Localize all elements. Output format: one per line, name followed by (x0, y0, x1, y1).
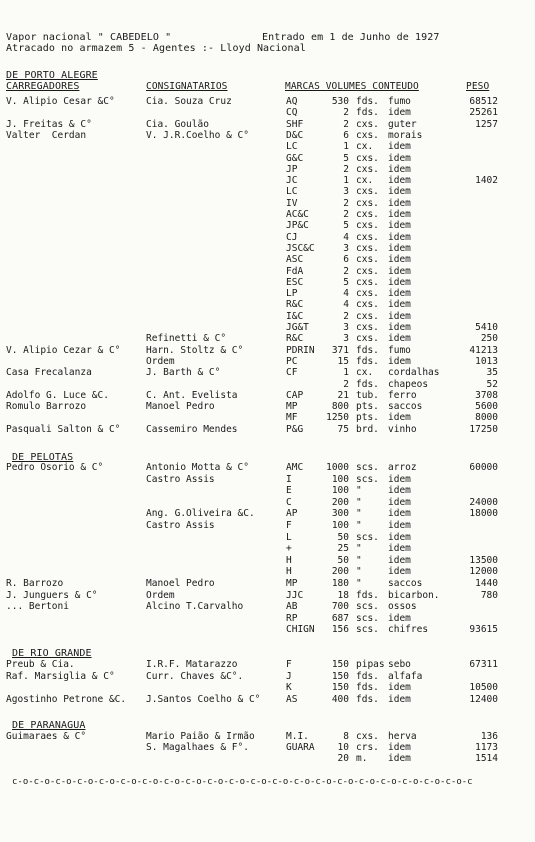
cell-qty: 100 (331, 485, 349, 497)
cell-unit: fds. (356, 355, 379, 367)
cell-qty: 4 (343, 299, 349, 311)
cell-qty: 1250 (326, 412, 349, 424)
cell-consignee: Cia. Souza Cruz (146, 96, 232, 107)
cell-shipper: R. Barrozo (6, 578, 64, 589)
cell-consignee: Mario Paião & Irmão (146, 731, 255, 742)
cell-qty: 150 (331, 670, 349, 682)
cell-item: saccos (388, 578, 423, 589)
cell-mark: H (286, 554, 292, 566)
cell-qty: 1 (343, 367, 349, 379)
cell-unit: cxs. (356, 322, 379, 333)
cell-qty: 156 (331, 624, 349, 636)
cell-mark: AC&C (286, 209, 309, 220)
cell-shipper: V. Alipio Cezar & C° (6, 344, 121, 356)
cell-unit: scs. (356, 462, 379, 473)
cell-item: idem (388, 163, 411, 175)
cell-mark: I&C (286, 310, 304, 322)
cell-consignee: Ordem (146, 589, 175, 601)
cell-mark: K (286, 682, 292, 694)
cell-consignee: C. Ant. Evelista (146, 389, 238, 401)
cell-unit: scs. (356, 473, 379, 485)
cell-consignee: I.R.F. Matarazzo (146, 659, 238, 670)
cell-shipper: Guimaraes & C° (6, 731, 87, 742)
cell-weight: 17250 (469, 423, 498, 435)
cell-mark: M.I. (286, 731, 309, 742)
cell-mark: L (286, 531, 292, 543)
cell-item: guter (388, 118, 417, 130)
cell-qty: 3 (343, 242, 349, 254)
cell-qty: 50 (337, 554, 349, 566)
cell-weight: 1013 (475, 355, 498, 367)
cell-weight: 13500 (469, 554, 498, 566)
cell-item: ossos (388, 601, 417, 613)
cell-mark: JC (286, 175, 298, 187)
cell-item: idem (388, 742, 411, 753)
cell-qty: 3 (343, 333, 349, 345)
cell-qty: 2 (343, 118, 349, 130)
cell-qty: 150 (331, 682, 349, 694)
cell-qty: 180 (331, 578, 349, 589)
cell-unit: cxs. (356, 254, 379, 266)
cell-shipper: Raf. Marsiglia & C° (6, 670, 115, 682)
cell-mark: CAP (286, 389, 304, 401)
cell-qty: 5 (343, 220, 349, 232)
cell-qty: 700 (331, 601, 349, 613)
cell-weight: 1257 (475, 118, 498, 130)
cell-unit: brd. (356, 423, 379, 435)
cell-weight: 41213 (469, 344, 498, 356)
cell-qty: 2 (343, 209, 349, 220)
cell-mark: + (286, 543, 292, 555)
cell-shipper: Valter Cerdan (6, 129, 87, 141)
cell-weight: 1440 (475, 578, 498, 589)
cell-item: chapeos (388, 378, 429, 390)
cell-qty: 200 (331, 566, 349, 578)
cell-qty: 50 (337, 531, 349, 543)
cell-weight: 18000 (469, 508, 498, 520)
cell-mark: CF (286, 367, 298, 379)
cell-item: arroz (388, 462, 417, 473)
cell-qty: 3 (343, 186, 349, 198)
cell-item: morais (388, 129, 423, 141)
cell-consignee: Manoel Pedro (146, 578, 215, 589)
cell-item: idem (388, 612, 411, 624)
cell-unit: cxs. (356, 129, 379, 141)
cell-item: idem (388, 333, 411, 345)
cell-unit: cxs. (356, 310, 379, 322)
cell-mark: CHIGN (286, 624, 315, 636)
cell-qty: 100 (331, 473, 349, 485)
cell-consignee: J. Barth & C° (146, 367, 221, 379)
cell-qty: 10 (337, 742, 349, 753)
cell-consignee: Ordem (146, 355, 175, 367)
header-line-1-left: Vapor nacional " CABEDELO " (6, 32, 172, 43)
cell-qty: 800 (331, 401, 349, 413)
section-title-pelotas: DE PELOTAS (12, 452, 74, 463)
cell-shipper: Preub & Cia. (6, 659, 75, 670)
cell-mark: PDRIN (286, 344, 315, 356)
cell-mark: G&C (286, 152, 304, 164)
cell-consignee: Cassemiro Mendes (146, 423, 238, 435)
cell-mark: ASC (286, 254, 304, 266)
cell-item: idem (388, 209, 411, 220)
cell-item: idem (388, 231, 411, 243)
cell-mark: P&G (286, 423, 304, 435)
cell-weight: 1514 (475, 753, 498, 764)
cell-shipper: Pasquali Salton & C° (6, 423, 121, 435)
column-header-consignees: CONSIGNATARIOS (146, 81, 228, 92)
cell-qty: 3 (343, 322, 349, 333)
header-line-1-right: Entrado em 1 de Junho de 1927 (262, 32, 440, 43)
cell-item: idem (388, 175, 411, 187)
cell-unit: cxs. (356, 197, 379, 209)
cell-weight: 25261 (469, 107, 498, 119)
cell-unit: tub. (356, 389, 379, 401)
cell-mark: AB (286, 601, 298, 613)
cell-mark: AS (286, 693, 298, 705)
cell-weight: 52 (486, 378, 498, 390)
cell-weight: 250 (480, 333, 498, 345)
cell-qty: 4 (343, 288, 349, 300)
cell-weight: 67311 (469, 659, 498, 670)
cell-item: fumo (388, 344, 411, 356)
cell-qty: 75 (337, 423, 349, 435)
cell-unit: scs. (356, 624, 379, 636)
cell-qty: 21 (337, 389, 349, 401)
cell-item: idem (388, 412, 411, 424)
cell-item: idem (388, 152, 411, 164)
cell-mark: JG&T (286, 322, 309, 333)
cell-item: idem (388, 254, 411, 266)
cell-unit: scs. (356, 531, 379, 543)
cell-unit: pipas (356, 659, 385, 670)
cell-item: idem (388, 310, 411, 322)
cell-mark: ESC (286, 276, 304, 288)
cell-unit: cxs. (356, 186, 379, 198)
cell-mark: AMC (286, 462, 304, 473)
cell-unit: fds. (356, 589, 379, 601)
cell-qty: 5 (343, 276, 349, 288)
cell-unit: cxs. (356, 265, 379, 277)
cell-item: vinho (388, 423, 417, 435)
cell-qty: 300 (331, 508, 349, 520)
cell-mark: PC (286, 355, 298, 367)
cell-mark: RP (286, 612, 298, 624)
cell-mark: JJC (286, 589, 304, 601)
cell-item: idem (388, 508, 411, 520)
cell-item: idem (388, 531, 411, 543)
cell-mark: MP (286, 401, 298, 413)
cell-mark: IV (286, 197, 298, 209)
cell-shipper: J. Freitas & C° (6, 118, 92, 130)
cell-unit: cxs. (356, 163, 379, 175)
cell-consignee: Castro Assis (146, 473, 215, 485)
cell-mark: FdA (286, 265, 304, 277)
cell-consignee: J.Santos Coelho & C° (146, 693, 261, 705)
section-title-paranagua: DE PARANAGUA (12, 720, 86, 731)
cell-consignee: S. Magalhaes & F°. (146, 742, 249, 753)
cell-shipper: Romulo Barrozo (6, 401, 87, 413)
cell-mark: J (286, 670, 292, 682)
cell-unit: cx. (356, 141, 374, 153)
cell-mark: JP&C (286, 220, 309, 232)
cell-qty: 200 (331, 496, 349, 508)
cell-mark: CQ (286, 107, 298, 119)
cell-weight: 8000 (475, 412, 498, 424)
cell-item: idem (388, 220, 411, 232)
cell-item: idem (388, 753, 411, 764)
cell-unit: fds. (356, 344, 379, 356)
cell-weight: 12400 (469, 693, 498, 705)
cell-weight: 5600 (475, 401, 498, 413)
cell-consignee: Antonio Motta & C° (146, 462, 249, 473)
cell-unit: fds. (356, 682, 379, 694)
cell-unit: fds. (356, 96, 379, 107)
cell-item: idem (388, 186, 411, 198)
column-header-weight: PESO (466, 81, 490, 92)
cell-shipper: Adolfo G. Luce &C. (6, 389, 109, 401)
cell-shipper: V. Alipio Cesar &C° (6, 96, 115, 107)
cell-mark: CJ (286, 231, 298, 243)
cell-mark: D&C (286, 129, 304, 141)
cell-qty: 4 (343, 231, 349, 243)
cell-mark: LP (286, 288, 298, 300)
cell-unit: " (356, 520, 362, 531)
cell-mark: GUARA (286, 742, 315, 753)
cell-weight: 136 (480, 731, 498, 742)
cell-qty: 20 (337, 753, 349, 764)
cell-unit: pts. (356, 401, 379, 413)
cell-unit: " (356, 508, 362, 520)
cell-mark: LC (286, 186, 298, 198)
cell-unit: fds. (356, 670, 379, 682)
cell-mark: R&C (286, 333, 304, 345)
cell-item: herva (388, 731, 417, 742)
cell-item: idem (388, 485, 411, 497)
cell-qty: 18 (337, 589, 349, 601)
cell-consignee: Cia. Goulão (146, 118, 209, 130)
cell-item: idem (388, 107, 411, 119)
cell-item: idem (388, 242, 411, 254)
cell-item: idem (388, 543, 411, 555)
cell-unit: cxs. (356, 220, 379, 232)
cell-qty: 100 (331, 520, 349, 531)
cell-weight: 780 (480, 589, 498, 601)
cell-consignee: Alcino T.Carvalho (146, 601, 244, 613)
cell-unit: cxs. (356, 333, 379, 345)
cell-item: idem (388, 276, 411, 288)
cell-weight: 12000 (469, 566, 498, 578)
cell-weight: 5410 (475, 322, 498, 333)
cell-item: idem (388, 265, 411, 277)
cell-unit: fds. (356, 693, 379, 705)
cell-mark: C (286, 496, 292, 508)
cell-mark: SHF (286, 118, 304, 130)
cell-item: idem (388, 554, 411, 566)
cell-weight: 35 (486, 367, 498, 379)
cell-unit: " (356, 566, 362, 578)
cell-mark: LC (286, 141, 298, 153)
cell-weight: 24000 (469, 496, 498, 508)
section-title-rio-grande: DE RIO GRANDE (12, 648, 92, 659)
cell-consignee: Castro Assis (146, 520, 215, 531)
cell-unit: fds. (356, 378, 379, 390)
cell-qty: 1 (343, 175, 349, 187)
cell-qty: 2 (343, 310, 349, 322)
cell-unit: cxs. (356, 209, 379, 220)
cell-consignee: Manoel Pedro (146, 401, 215, 413)
cell-qty: 371 (331, 344, 349, 356)
cell-mark: MF (286, 412, 298, 424)
cell-qty: 400 (331, 693, 349, 705)
header-line-2: Atracado no armazem 5 - Agentes :- Lloyd Nacional (6, 43, 306, 54)
cell-shipper: Agostinho Petrone &C. (6, 693, 127, 705)
cell-unit: " (356, 485, 362, 497)
cell-unit: cxs. (356, 118, 379, 130)
cell-qty: 1 (343, 141, 349, 153)
cell-weight: 93615 (469, 624, 498, 636)
cell-item: idem (388, 355, 411, 367)
footer-rule: c-o-c-o-c-o-c-o-c-o-c-o-c-o-c-o-c-o-c-o-c-o-c-o-c-o-c-o-c-o-c-o-c-o-c-o-c-o-c-o-c-o-c (12, 777, 473, 787)
cell-unit: cxs. (356, 276, 379, 288)
cell-unit: cx. (356, 367, 374, 379)
cell-consignee: Curr. Chaves &C°. (146, 670, 244, 682)
cell-item: idem (388, 473, 411, 485)
cell-consignee: Harn. Stoltz & C° (146, 344, 244, 356)
cell-unit: m. (356, 753, 368, 764)
section-subtitle-carregadores: CARREGADORES (6, 81, 80, 92)
cell-qty: 5 (343, 152, 349, 164)
cell-qty: 530 (331, 96, 349, 107)
cell-unit: pts. (356, 412, 379, 424)
cell-mark: F (286, 659, 292, 670)
cell-unit: fds. (356, 107, 379, 119)
cell-unit: cxs. (356, 242, 379, 254)
cell-item: idem (388, 496, 411, 508)
cell-mark: I (286, 473, 292, 485)
cell-consignee: V. J.R.Coelho & C° (146, 129, 249, 141)
cell-item: idem (388, 520, 411, 531)
cell-unit: " (356, 578, 362, 589)
cell-mark: JP (286, 163, 298, 175)
cell-shipper: ... Bertoni (6, 601, 69, 613)
cell-item: bicarbon. (388, 589, 440, 601)
cell-item: idem (388, 141, 411, 153)
cell-unit: crs. (356, 742, 379, 753)
cell-qty: 2 (343, 265, 349, 277)
cell-shipper: Casa Frecalanza (6, 367, 92, 379)
cell-item: idem (388, 299, 411, 311)
cell-weight: 3708 (475, 389, 498, 401)
cell-weight: 68512 (469, 96, 498, 107)
column-header-marks: MARCAS VOLUMES CONTEUDO (285, 81, 419, 92)
cell-qty: 2 (343, 197, 349, 209)
cell-consignee: Ang. G.Oliveira &C. (146, 508, 255, 520)
cell-consignee: Refinetti & C° (146, 333, 227, 345)
cell-item: sebo (388, 659, 411, 670)
cell-mark: JSC&C (286, 242, 315, 254)
cell-item: fumo (388, 96, 411, 107)
cell-shipper: Pedro Osorio & C° (6, 462, 104, 473)
section-title-porto-alegre: DE PORTO ALEGRE (6, 70, 98, 81)
cell-unit: cxs. (356, 231, 379, 243)
cell-weight: 1402 (475, 175, 498, 187)
cell-unit: cx. (356, 175, 374, 187)
cell-unit: " (356, 496, 362, 508)
cell-qty: 2 (343, 378, 349, 390)
cell-unit: " (356, 554, 362, 566)
cell-item: alfafa (388, 670, 423, 682)
cell-mark: H (286, 566, 292, 578)
cell-qty: 2 (343, 163, 349, 175)
cell-qty: 1000 (326, 462, 349, 473)
cell-item: cordalhas (388, 367, 440, 379)
cell-qty: 15 (337, 355, 349, 367)
cell-weight: 1173 (475, 742, 498, 753)
cell-unit: " (356, 543, 362, 555)
cell-qty: 2 (343, 107, 349, 119)
cell-qty: 687 (331, 612, 349, 624)
cell-qty: 8 (343, 731, 349, 742)
cell-item: idem (388, 197, 411, 209)
cell-unit: cxs. (356, 731, 379, 742)
cell-item: ferro (388, 389, 417, 401)
cell-unit: cxs. (356, 299, 379, 311)
cell-weight: 60000 (469, 462, 498, 473)
cell-item: idem (388, 322, 411, 333)
cell-weight: 10500 (469, 682, 498, 694)
cell-mark: AP (286, 508, 298, 520)
cell-qty: 6 (343, 129, 349, 141)
cell-unit: cxs. (356, 152, 379, 164)
cell-item: idem (388, 288, 411, 300)
cell-unit: cxs. (356, 288, 379, 300)
cell-qty: 150 (331, 659, 349, 670)
cell-mark: F (286, 520, 292, 531)
cell-mark: AQ (286, 96, 298, 107)
cell-mark: R&C (286, 299, 304, 311)
cell-item: idem (388, 682, 411, 694)
cell-item: idem (388, 693, 411, 705)
cell-mark: E (286, 485, 292, 497)
cell-item: idem (388, 566, 411, 578)
cell-unit: scs. (356, 601, 379, 613)
cell-unit: scs. (356, 612, 379, 624)
cell-qty: 6 (343, 254, 349, 266)
cell-shipper: J. Junguers & C° (6, 589, 98, 601)
cell-qty: 25 (337, 543, 349, 555)
cell-item: saccos (388, 401, 423, 413)
cell-item: chifres (388, 624, 429, 636)
cell-mark: MP (286, 578, 298, 589)
